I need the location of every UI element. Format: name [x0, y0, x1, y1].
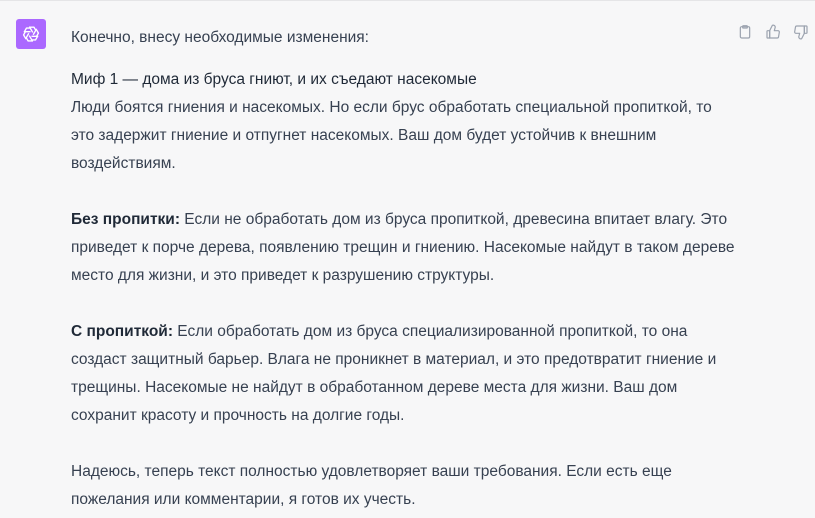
clipboard-icon	[737, 24, 753, 40]
message-actions	[737, 23, 809, 41]
thumbs-up-button[interactable]	[765, 23, 781, 41]
message-content	[71, 24, 739, 514]
paragraph-without-impregnation	[71, 206, 739, 290]
without-impregnation-text: Если не обработать дом из бруса пропиткой, древесина впитает влагу. Это приведет к порче дерева, появлению трещин и гниению. Насекомые найдут в таком дереве место для жизни, и это приведет к разрушению структуры.	[71, 211, 735, 284]
thumbs-down-button[interactable]	[793, 23, 809, 41]
openai-logo-icon	[20, 23, 42, 45]
with-impregnation-text: Если обработать дом из бруса специализированной пропиткой, то она создаст защитный барьер. Влага не проникнет в материал, и это предотвратит гниение и трещины. Насекомые не найдут в обработанном дереве места для жизни. Ваш дом сохранит красоту и прочность на долгие годы.	[71, 323, 717, 424]
myth-heading: Миф 1 — дома из бруса гниют, и их съедают насекомые	[71, 71, 477, 88]
paragraph-with-impregnation	[71, 318, 739, 430]
thumbs-up-icon	[765, 24, 781, 40]
assistant-avatar	[16, 19, 46, 49]
intro-text: Конечно, внесу необходимые изменения:	[71, 29, 369, 46]
paragraph-people-fear: Люди боятся гниения и насекомых. Но если брус обработать специальной пропиткой, то это задержит гниение и отпугнет насекомых. Ваш дом будет устойчив к внешним воздействиям.	[71, 99, 712, 172]
copy-button[interactable]	[737, 23, 753, 41]
without-impregnation-label: Без пропитки:	[71, 211, 180, 228]
thumbs-down-icon	[793, 24, 809, 40]
with-impregnation-label: С пропиткой:	[71, 323, 173, 340]
closing-text: Надеюсь, теперь текст полностью удовлетворяет ваши требования. Если есть еще пожелания или комментарии, я готов их учесть.	[71, 463, 672, 508]
